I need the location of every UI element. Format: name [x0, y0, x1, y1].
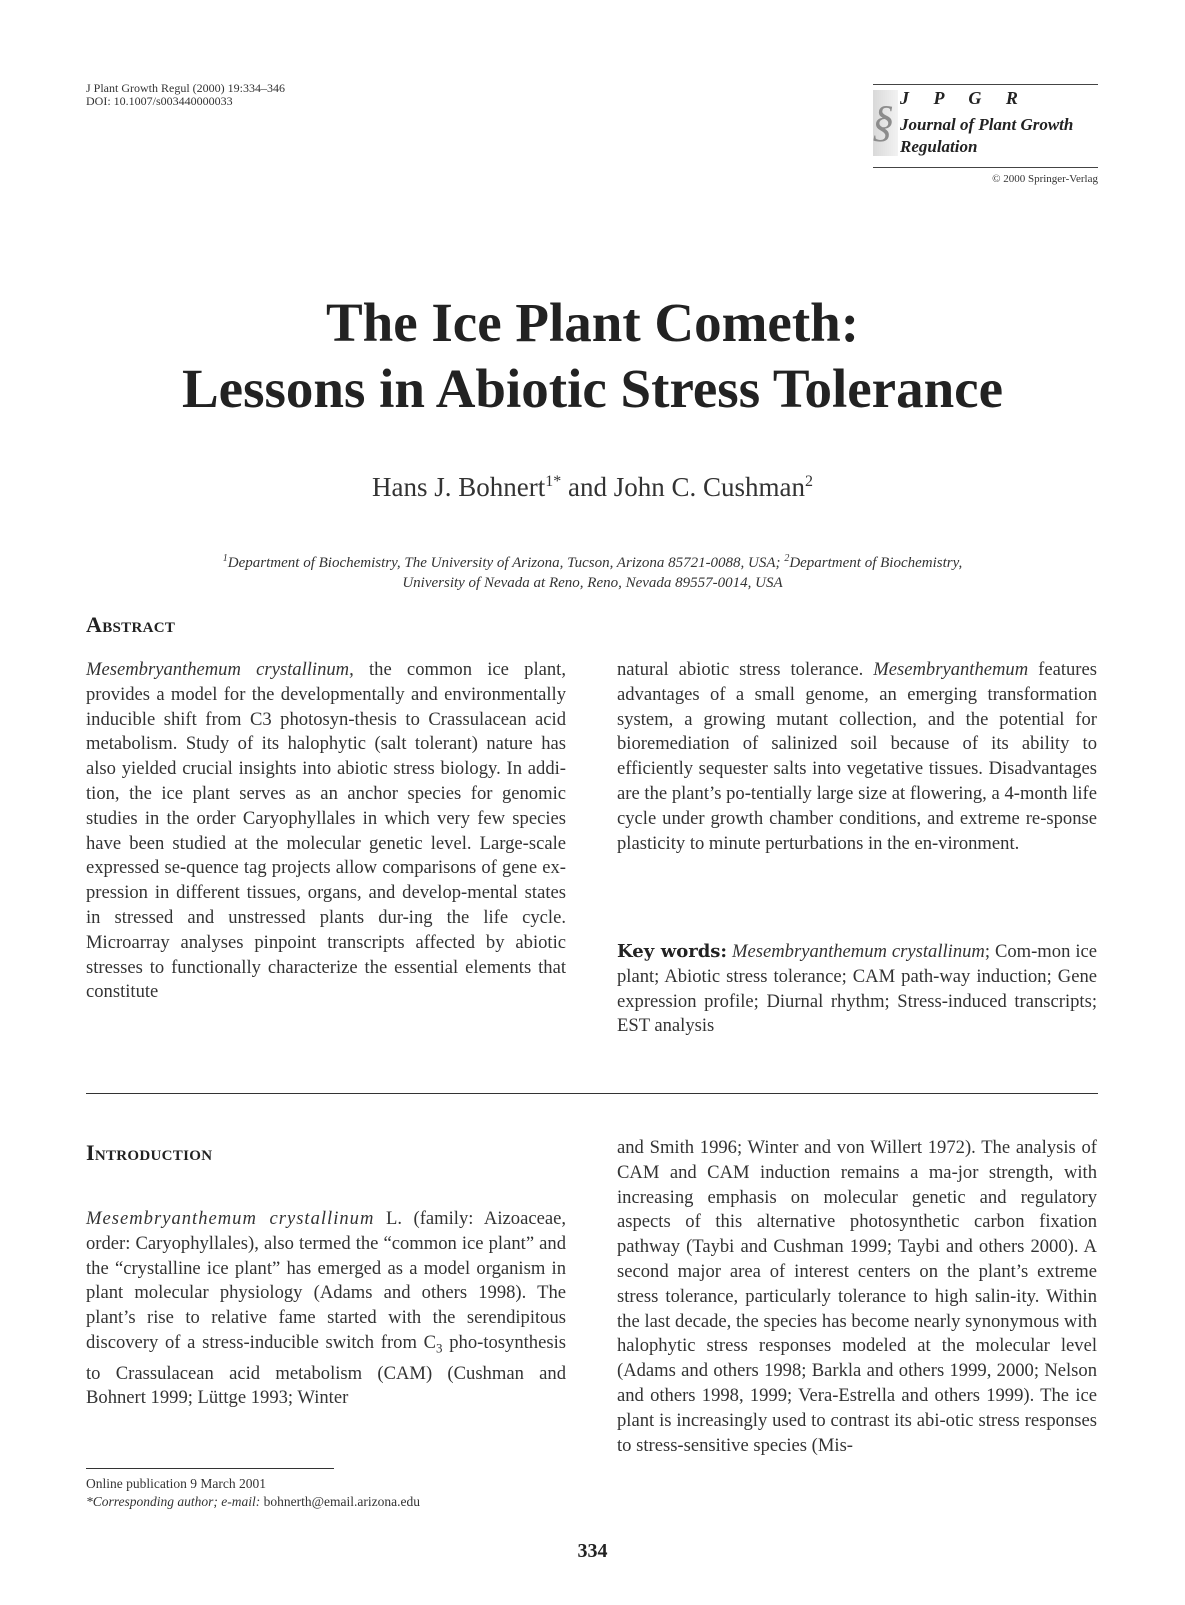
abstract-paragraph [617, 658, 1097, 856]
publication-date: Online publication 9 March 2001 [86, 1476, 266, 1491]
affiliation-line2: University of Nevada at Reno, Reno, Nevada 89557-0014, USA [402, 575, 783, 591]
keywords-species: Mesembryanthemum crystallinum [727, 941, 985, 962]
journal-name-line2: Regulation [900, 137, 978, 156]
species-name: Mesembryanthemum crystallinum [86, 1208, 375, 1229]
journal-name [900, 114, 1100, 158]
journal-rule-top [873, 84, 1098, 85]
introduction-left-column [86, 1207, 566, 1411]
species-name: Mesembryanthemum crystallinum, [86, 659, 354, 680]
affiliation-text: Department of Biochemistry, The University of Arizona, Tucson, Arizona 85721-0088, USA; [227, 555, 785, 571]
affiliation-text: Department of Biochemistry, [789, 555, 963, 571]
introduction-right-column [617, 1136, 1097, 1458]
abstract-text: the common ice plant, provides a model for the developmentally and environmentally inducible shift from C3 photosyn-thesis to Crassulacean acid metabolism. Study of its halophytic (salt tolerant) nature has also yielded crucial insights into abiotic stress biology. In addi-tion, the ice plant serves as an anchor species for genomic studies in the order Caryophyllales in which very few species have been studied at the molecular genetic level. Large-scale expressed se-quence tag projects allow comparisons of gene ex-pression in different tissues, organs, and develop-mental states in stressed and unstressed plants dur-ing the life cycle. Microarray analyses pinpoint transcripts affected by abiotic stresses to functionally characterize the essential elements that constitute [86, 659, 566, 1003]
introduction-heading: Introduction [86, 1140, 213, 1165]
affiliation-mark: 2 [784, 553, 790, 564]
keywords-paragraph [617, 940, 1097, 1039]
subscript: 3 [436, 1340, 443, 1356]
species-name: Mesembryanthemum [873, 659, 1029, 680]
corresponding-label: *Corresponding author; e-mail: [86, 1494, 261, 1509]
author-name: John C. Cushman [613, 472, 805, 502]
introduction-text: L. (family: Aizoaceae, order: Caryophyllales), also termed the “common ice plant” and the “crystalline ice plant” has emerged as a model organism in plant molecular physiology (Adams and others 1998). The plant’s rise to relative fame started with the serendipitous discovery of a stress-inducible switch from C [86, 1208, 566, 1353]
author-affiliation-mark: 1* [545, 473, 562, 490]
abstract-text: features advantages of a small genome, an emerging transformation system, a growing mutant collection, and the potential for bioremediation of salinized soil because of its ability to efficiently sequester salts into vegetative tissues. Disadvantages are the plant’s po-tentially large size at flowering, a 4-month life cycle under growth chamber conditions, and extreme re-sponse plasticity to minute perturbations in the en-vironment. [617, 659, 1097, 854]
author-name: Hans J. Bohnert [372, 472, 546, 502]
journal-rule-bottom [873, 167, 1098, 168]
abstract-paragraph [86, 658, 566, 1005]
page-number: 334 [577, 1540, 608, 1562]
affiliation-line1 [60, 549, 1125, 573]
citation-journal-line: J Plant Growth Regul (2000) 19:334–346 [86, 81, 285, 95]
abstract-text: natural abiotic stress tolerance. [617, 659, 874, 680]
abstract-right-column [617, 658, 1097, 856]
citation-header [86, 82, 285, 108]
author-list [0, 472, 1185, 503]
journal-name-line1: Journal of Plant Growth [900, 115, 1074, 134]
introduction-paragraph [86, 1207, 566, 1411]
corresponding-author [86, 1493, 420, 1511]
author-joiner: and [561, 472, 614, 502]
journal-abbreviation: J P G R [900, 88, 1028, 108]
title-line1: The Ice Plant Cometh: [325, 292, 860, 353]
copyright-notice: © 2000 Springer-Verlag [992, 173, 1098, 185]
introduction-paragraph: and Smith 1996; Winter and von Willert 1972). The analysis of CAM and CAM induction remains a ma-jor strength, with increasing emphasis on molecular genetic and regulatory aspects of this alternative photosynthetic carbon fixation pathway (Taybi and Cushman 1999; Taybi and others 2000). A second major area of interest centers on the plant’s extreme stress tolerance, particularly tolerance to high salin-ity. Within the last decade, the species has become nearly synonymous with halophytic stress responses modeled at the molecular level (Adams and others 1998; Barkla and others 1999, 2000; Nelson and others 1998, 1999; Vera-Estrella and others 1999). The ice plant is increasingly used to contrast its abi-otic stress responses to stress-sensitive species (Mis- [617, 1137, 1097, 1456]
author-affiliation-mark: 2 [805, 473, 813, 490]
abstract-heading: Abstract [86, 612, 176, 637]
journal-logo-icon: § [872, 97, 894, 146]
keywords-label: Key words: [617, 941, 728, 962]
affiliations [60, 549, 1125, 593]
keywords-text: ; Com-mon ice plant; Abiotic stress tolerance; CAM path-way induction; Gene expression profile; Diurnal rhythm; Stress-induced transcripts; EST analysis [617, 941, 1097, 1037]
author-email: bohnerth@email.arizona.edu [260, 1494, 420, 1509]
keywords-block [617, 940, 1097, 1039]
footnote-rule [86, 1468, 334, 1469]
title-line2: Lessons in Abiotic Stress Tolerance [181, 358, 1004, 419]
section-divider [86, 1093, 1098, 1094]
affiliation-mark: 1 [222, 553, 228, 564]
introduction-text: pho-tosynthesis to Crassulacean acid metabolism (CAM) (Cushman and Bohnert 1999; Lüttge 1993; Winter [86, 1331, 566, 1409]
footnote [86, 1475, 420, 1511]
abstract-left-column [86, 658, 566, 1005]
paper-title [40, 290, 1145, 422]
citation-doi-line: DOI: 10.1007/s003440000033 [86, 94, 233, 108]
